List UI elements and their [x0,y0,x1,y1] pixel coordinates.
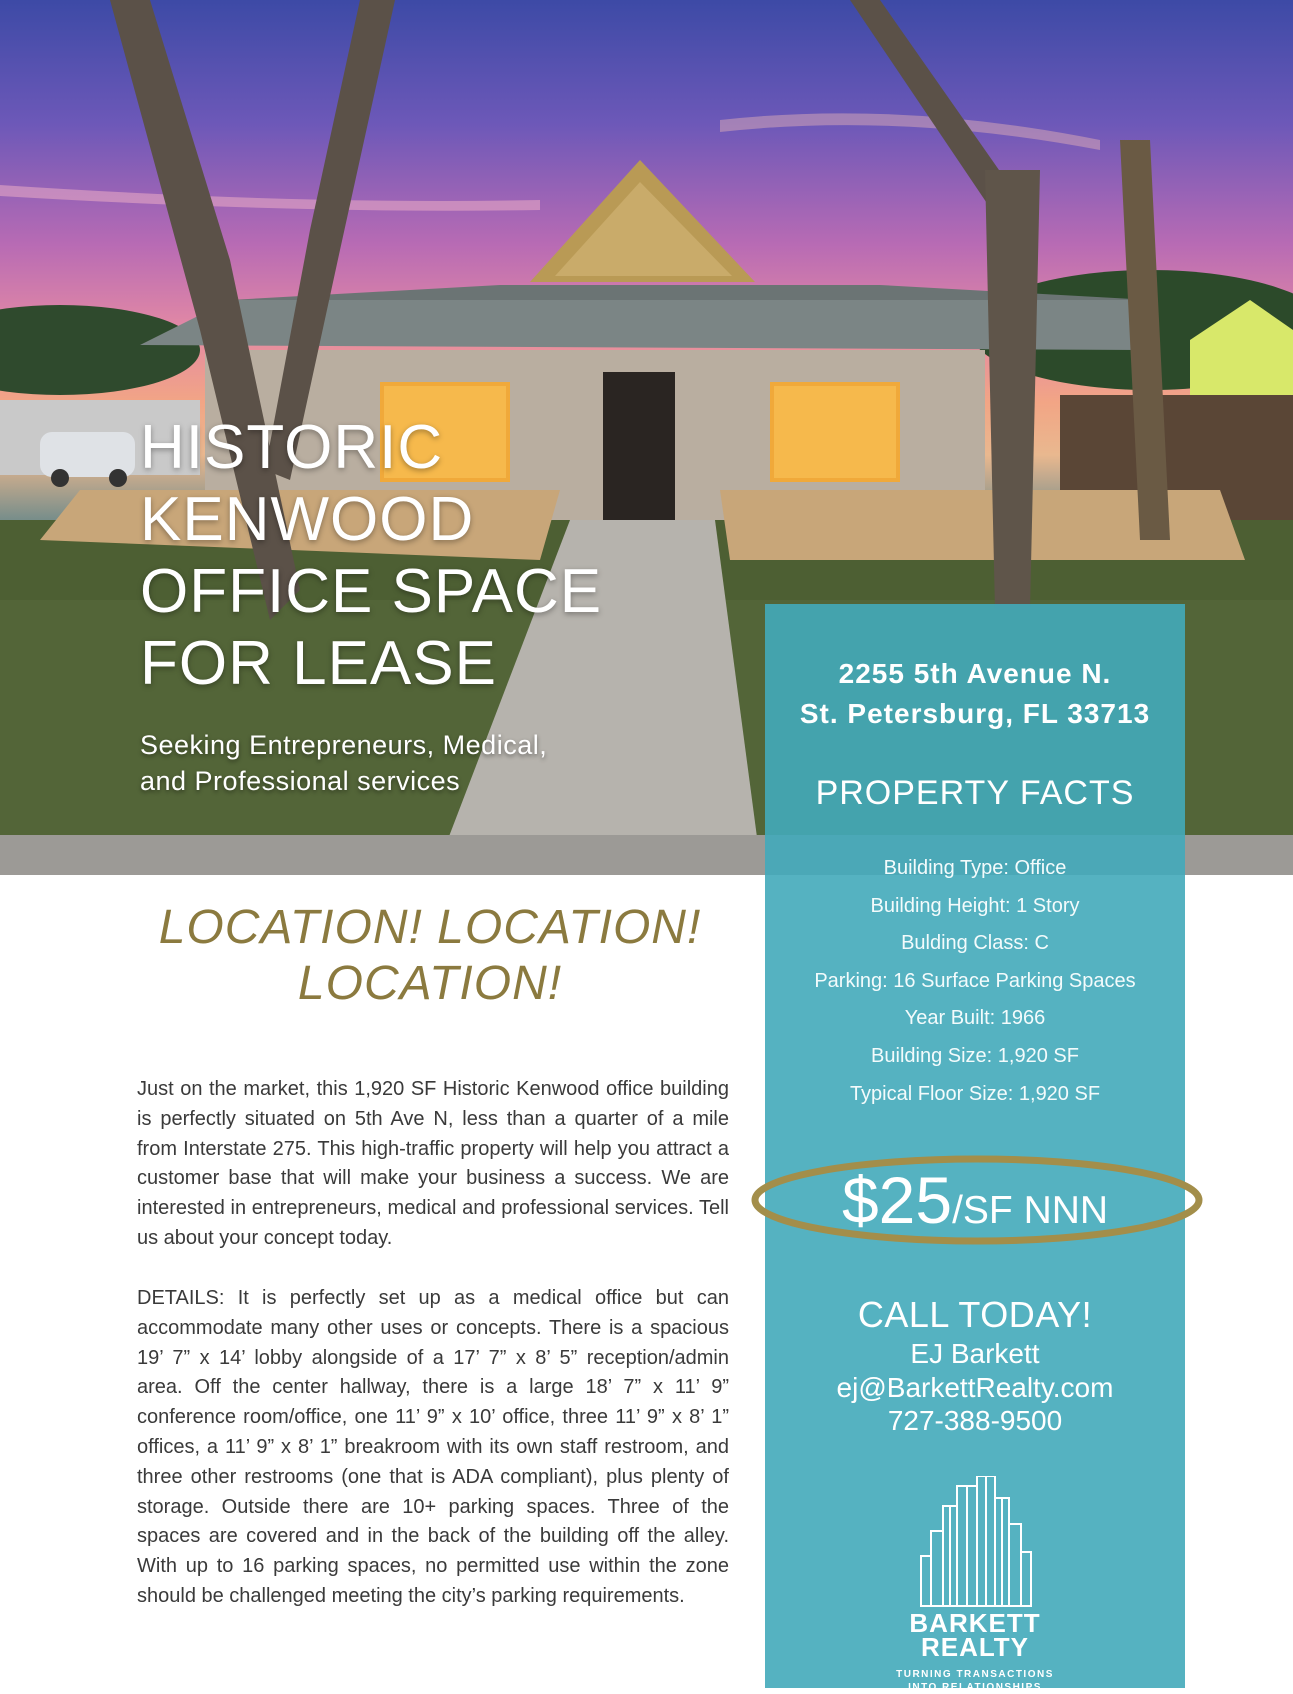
logo-tagline-line-1: TURNING TRANSACTIONS [896,1669,1054,1680]
price-unit: /SF NNN [952,1189,1109,1232]
details-paragraph: DETAILS: It is perfectly set up as a medical office but can accommodate many other uses or concepts. There is a spacious 19’ 7” x 14’ lobby alongside of a 17’ 7” x 8’ 5” reception/admin area. Off the center hallway, there is a large 18’ 7” x 11’ 9” conference room/office, one 11’ 9” x 10’ office, three 11’ 9” x 8’ 1” offices, a 11’ 9” x 8’ 1” breakroom with its own staff restroom, and three other restrooms (one that is ADA compliant), plus plenty of storage. Outside there are 10+ parking spaces. Three of the spaces are covered and in the back of the building off the alley. With up to 16 parking spaces, no permitted use within the zone should be challenged meeting the city’s parking requirements. [137,1287,729,1607]
fact-item: Building Type: Office [883,857,1067,879]
fact-item: Building Height: 1 Story [870,894,1080,917]
hero-title-line: OFFICE SPACE [140,557,603,626]
hero-title [140,412,602,700]
fact-item: Bulding Class: C [901,932,1049,955]
fact-item: Building Size: 1,920 SF [871,1044,1079,1067]
hero-title-line: FOR LEASE [140,629,497,698]
logo-tagline-line-2: INTO RELATIONSHIPS [908,1682,1042,1693]
hero-subtitle-line: and Professional services [140,766,461,796]
price-amount: $25 [841,1163,953,1237]
location-headline [130,900,730,1012]
fact-item: Year Built: 1966 [904,1007,1046,1030]
fact-item: Typical Floor Size: 1,920 SF [849,1082,1101,1105]
address-line-2: St. Petersburg, FL 33713 [799,698,1151,729]
location-headline-line-2: LOCATION! [297,957,563,1010]
hero-title-line: HISTORIC [140,413,444,482]
description-paragraph: Just on the market, this 1,920 SF Historic Kenwood office building is perfectly situated on 5th Ave N, less than a quarter of a mile from Interstate 275. This high-traffic property will help you attract a customer base that will make your business a success. We are interested in entrepreneurs, medical and professional services. Tell us about your concept today. [137,1078,729,1249]
hero-title-line: KENWOOD [140,485,475,554]
location-headline-line-1: LOCATION! LOCATION! [158,901,702,954]
contact-phone[interactable]: 727-388-9500 [887,1405,1063,1436]
contact-email[interactable]: ej@BarkettRealty.com [836,1372,1114,1403]
call-today-heading: CALL TODAY! [857,1294,1093,1335]
address-line-1: 2255 5th Avenue N. [838,658,1112,689]
logo-name-line-2: REALTY [920,1632,1030,1662]
contact-name: EJ Barkett [910,1338,1040,1369]
property-facts-heading: PROPERTY FACTS [815,774,1135,812]
fact-item: Parking: 16 Surface Parking Spaces [814,969,1136,992]
price [765,1154,1185,1244]
property-panel [765,604,1185,1693]
hero-subtitle [140,727,547,799]
logo-name-line-1: BARKETT [909,1608,1041,1638]
hero-subtitle-line: Seeking Entrepreneurs, Medical, [140,730,548,760]
property-facts-list [765,850,1185,1113]
